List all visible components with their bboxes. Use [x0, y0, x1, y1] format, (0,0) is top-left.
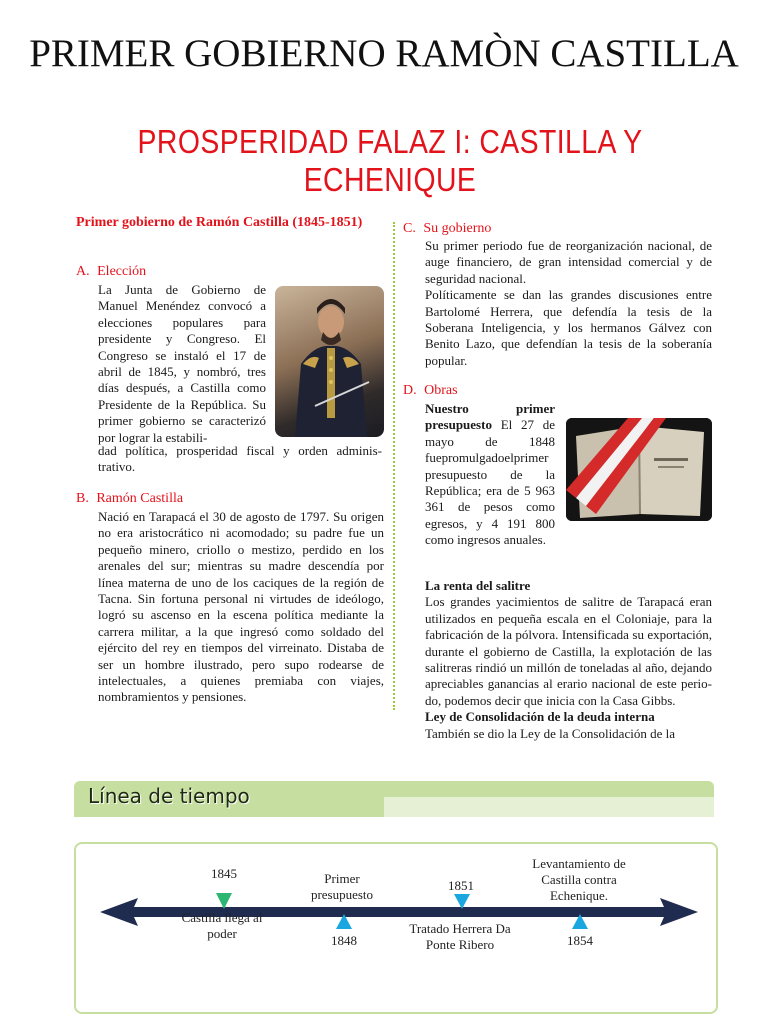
ramon-castilla-portrait [275, 286, 384, 437]
section-c-heading [403, 221, 491, 237]
event-1851-year: 1851 [448, 878, 474, 893]
section-heading: Primer gobierno de Ramón Castilla (1845-1851) [76, 215, 363, 230]
event-1848-year: 1848 [331, 933, 357, 948]
marker-1848 [336, 914, 352, 929]
event-1851-label: Tratado Herrera Da Ponte Ribero [409, 921, 511, 952]
budget-text: El 27 de mayo de 1848 fuepromulgadoelprimer presupuesto de la República; era de 5 963 361 de pesos como egresos, y 4 191 800 como ingresos anuales. [425, 417, 556, 548]
marker-1851 [454, 894, 470, 909]
section-b-heading [76, 491, 183, 507]
timeline-header-highlight [384, 797, 714, 817]
portrait-illustration [275, 286, 384, 437]
section-a-text: La Junta de Gobierno de Manuel Menéndez convocó a elecciones populares para presidente y Congreso. El Congreso se instaló el 17 de abril de 1845, y nombró, tres días después, a Castilla como Presidente de la República. Su primer gobierno se caracterizó por lograr la estabili- [98, 282, 266, 445]
book-illustration [566, 418, 712, 521]
saltpeter-title: La renta del salitre [425, 578, 531, 593]
event-1845-year: 1845 [211, 866, 237, 881]
timeline-header-band [74, 781, 714, 817]
section-b-letter: B. [76, 491, 89, 506]
event-1854-label: Levantamiento de Castilla contra Echenique. [532, 856, 626, 903]
section-c-text [425, 238, 712, 369]
section-c-paragraph-2: Políticamente se dan las grandes discusiones entre Bartolomé Herrera, que defendía la tesis de la Soberana Inteligencia, y los hermanos Gálvez con Benito Lazo, que defendían la tesis de la soberanía popular. [425, 287, 712, 368]
section-d-letter: D. [403, 383, 417, 398]
saltpeter-text: Los grandes yacimientos de salitre de Tarapacá eran utilizados en pequeña escala en el Coloniaje, para la fabricación de la pólvora. Intensificada su exportación, durante el gobierno de Castilla, la explotación de las salitreras rindió un millón de toneladas al año, dejando apreciables ganancias al erario nacional de este perio- do, podemos decir que inicia con la Casa Gibbs. [425, 594, 712, 708]
debt-law-title: Ley de Consolidación de la deuda interna [425, 709, 655, 725]
event-1854-year: 1854 [567, 933, 593, 948]
budget-book-photo [566, 418, 712, 521]
section-d-title: Obras [424, 383, 458, 398]
marker-1854 [572, 914, 588, 929]
debt-law-text: También se dio la Ley de la Consolidación de la [425, 725, 675, 741]
event-1848-label: Primer presupuesto [310, 871, 374, 902]
section-b-title: Ramón Castilla [96, 491, 184, 506]
section-c-paragraph-1: Su primer periodo fue de reorganización nacional, de auge financiero, de gran intensidad comercial y de seguridad nacional. [425, 238, 712, 286]
section-a-heading [76, 264, 146, 280]
column-divider [393, 222, 395, 710]
saltpeter-section [425, 578, 712, 742]
budget-title: Nuestro primer presupuesto [425, 401, 555, 433]
page-title: PRIMER GOBIERNO RAMÒN CASTILLA [29, 32, 739, 75]
timeline-heading: Línea de tiempo [88, 784, 250, 808]
event-1845-label: Castilla llega al poder [181, 910, 263, 941]
section-c-title: Su gobierno [423, 221, 492, 236]
section-a-text-cont: dad política, prosperidad fiscal y orden adminis- trativo. [98, 443, 382, 475]
section-a-letter: A. [76, 264, 90, 279]
section-d-heading [403, 383, 458, 399]
section-c-letter: C. [403, 221, 416, 236]
section-b-text: Nació en Tarapacá el 30 de agosto de 1797. Su origen no era aristocrático ni acomodado; su padre fue un pequeño minero, criollo o mestizo, perdido en los arenales del sur; mientras su madre descendía por línea materna de uno de los caciques de la región de Tacna. Sin fortuna personal ni virtudes de ideólogo, logró su ascenso en la escena política mediante la carrera militar, a la que ingresó como soldado del ejército del rey en tiempos del virreinato. Distaba de ser un hombre ilustrado, pero supo rodearse de intelectuales, a quienes premiaba con viajes, nombramientos y pensiones. [98, 509, 384, 705]
page-subtitle: PROSPERIDAD FALAZ I: CASTILLA Y ECHENIQUE [137, 123, 643, 198]
section-a-title: Elección [97, 264, 147, 279]
budget-paragraph [425, 401, 555, 549]
marker-1845 [216, 893, 232, 909]
